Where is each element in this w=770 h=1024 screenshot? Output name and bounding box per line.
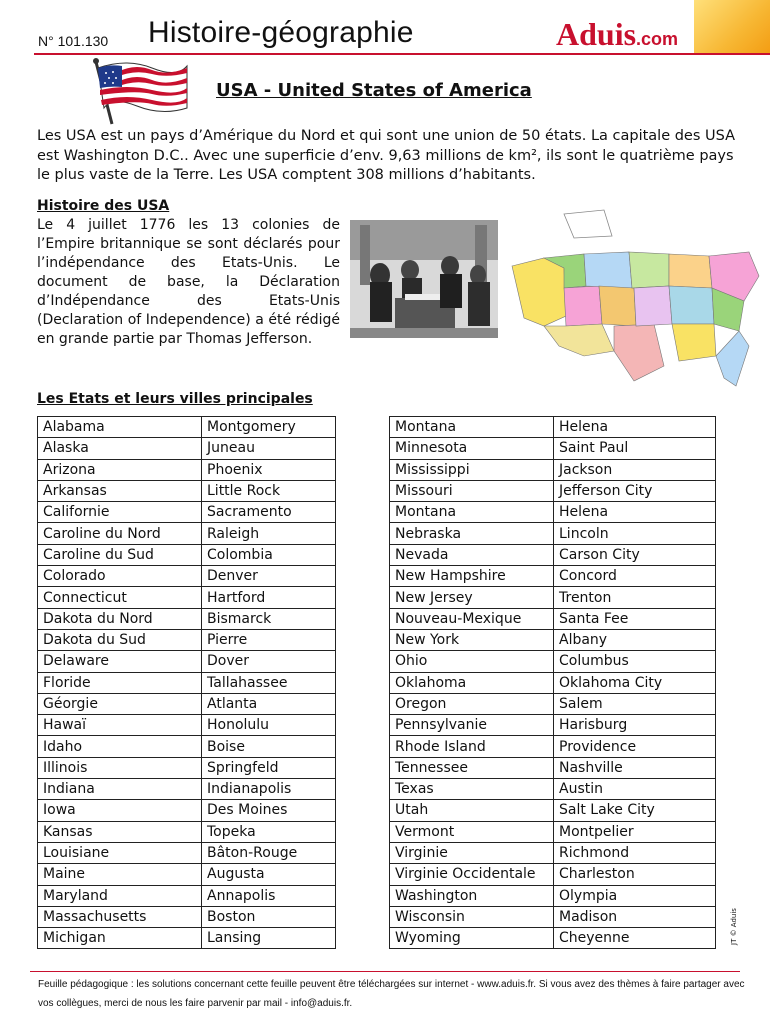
- state-name-cell: Missouri: [390, 480, 554, 501]
- capital-city-cell: Dover: [202, 651, 336, 672]
- capital-city-cell: Madison: [554, 906, 716, 927]
- capital-city-cell: Cheyenne: [554, 928, 716, 949]
- table-row: [390, 629, 716, 650]
- capital-city-cell: Jackson: [554, 459, 716, 480]
- table-row: [38, 842, 336, 863]
- capital-city-cell: Topeka: [202, 821, 336, 842]
- capital-city-cell: Harisburg: [554, 715, 716, 736]
- state-name-cell: Wyoming: [390, 928, 554, 949]
- capital-city-cell: Hartford: [202, 587, 336, 608]
- table-row: [38, 715, 336, 736]
- state-name-cell: Maine: [38, 864, 202, 885]
- capital-city-cell: Boston: [202, 906, 336, 927]
- table-row: [38, 885, 336, 906]
- table-row: [390, 587, 716, 608]
- capital-city-cell: Boise: [202, 736, 336, 757]
- table-row: [390, 480, 716, 501]
- table-row: [390, 651, 716, 672]
- state-name-cell: Montana: [390, 502, 554, 523]
- state-name-cell: Rhode Island: [390, 736, 554, 757]
- table-row: [38, 629, 336, 650]
- capital-city-cell: Charleston: [554, 864, 716, 885]
- table-row: [38, 608, 336, 629]
- table-row: [390, 715, 716, 736]
- capital-city-cell: Austin: [554, 779, 716, 800]
- capital-city-cell: Saint Paul: [554, 438, 716, 459]
- state-name-cell: Oregon: [390, 693, 554, 714]
- table-row: [390, 906, 716, 927]
- state-name-cell: Texas: [390, 779, 554, 800]
- state-name-cell: Utah: [390, 800, 554, 821]
- table-row: [390, 459, 716, 480]
- table-row: [390, 672, 716, 693]
- state-name-cell: Illinois: [38, 757, 202, 778]
- state-name-cell: Dakota du Sud: [38, 629, 202, 650]
- page-title: Histoire-géographie: [148, 16, 414, 49]
- table-row: [390, 736, 716, 757]
- state-name-cell: Géorgie: [38, 693, 202, 714]
- states-table-left: [37, 416, 336, 949]
- table-row: [390, 842, 716, 863]
- intro-paragraph: Les USA est un pays d’Amérique du Nord et qui sont une union de 50 états. La capitale des USA est Washington D.C.. Avec une superficie d’env. 9,63 millions de km², ils sont le quatrième pays le plus vaste de la Terre. Les USA comptent 308 millions d’habitants.: [37, 128, 736, 183]
- state-name-cell: Hawaï: [38, 715, 202, 736]
- table-row: [38, 587, 336, 608]
- state-name-cell: Ohio: [390, 651, 554, 672]
- table-row: [390, 417, 716, 438]
- capital-city-cell: Augusta: [202, 864, 336, 885]
- capital-city-cell: Sacramento: [202, 502, 336, 523]
- table-row: [390, 757, 716, 778]
- capital-city-cell: Phoenix: [202, 459, 336, 480]
- state-name-cell: Arizona: [38, 459, 202, 480]
- state-name-cell: Nouveau-Mexique: [390, 608, 554, 629]
- table-row: [38, 566, 336, 587]
- table-row: [390, 821, 716, 842]
- state-name-cell: Maryland: [38, 885, 202, 906]
- state-name-cell: Michigan: [38, 928, 202, 949]
- brand-suffix: .com: [636, 29, 679, 49]
- table-row: [38, 672, 336, 693]
- capital-city-cell: Santa Fee: [554, 608, 716, 629]
- table-row: [38, 906, 336, 927]
- capital-city-cell: Atlanta: [202, 693, 336, 714]
- brand-name: Aduis: [556, 16, 637, 52]
- footer-divider: [30, 971, 740, 972]
- declaration-engraving-image: [350, 220, 498, 338]
- state-name-cell: Arkansas: [38, 480, 202, 501]
- state-name-cell: Pennsylvanie: [390, 715, 554, 736]
- history-heading: Histoire des USA: [37, 198, 170, 214]
- footer-note: Feuille pédagogique : les solutions concernant cette feuille peuvent être téléchargées sur internet - www.aduis.fr. Si vous avez des thèmes à faire partager avec vos collègues, merci de nous les faire parvenir par mail - info@aduis.fr.: [38, 979, 745, 1009]
- capital-city-cell: Trenton: [554, 587, 716, 608]
- table-row: [38, 779, 336, 800]
- table-row: [38, 928, 336, 949]
- table-row: [38, 800, 336, 821]
- capital-city-cell: Little Rock: [202, 480, 336, 501]
- table-row: [390, 800, 716, 821]
- table-row: [38, 459, 336, 480]
- table-row: [38, 821, 336, 842]
- capital-city-cell: Lansing: [202, 928, 336, 949]
- state-name-cell: Colorado: [38, 566, 202, 587]
- state-name-cell: Montana: [390, 417, 554, 438]
- table-row: [390, 864, 716, 885]
- capital-city-cell: Tallahassee: [202, 672, 336, 693]
- state-name-cell: Tennessee: [390, 757, 554, 778]
- table-row: [38, 502, 336, 523]
- table-row: [390, 693, 716, 714]
- capital-city-cell: Montpelier: [554, 821, 716, 842]
- us-flag-image: [82, 56, 192, 126]
- capital-city-cell: Carson City: [554, 544, 716, 565]
- capital-city-cell: Des Moines: [202, 800, 336, 821]
- state-name-cell: Alabama: [38, 417, 202, 438]
- state-name-cell: Indiana: [38, 779, 202, 800]
- state-name-cell: New Jersey: [390, 587, 554, 608]
- table-row: [390, 608, 716, 629]
- table-row: [390, 544, 716, 565]
- table-row: [390, 502, 716, 523]
- capital-city-cell: Albany: [554, 629, 716, 650]
- table-row: [38, 736, 336, 757]
- capital-city-cell: Colombia: [202, 544, 336, 565]
- table-row: [390, 779, 716, 800]
- table-row: [38, 480, 336, 501]
- state-name-cell: Wisconsin: [390, 906, 554, 927]
- capital-city-cell: Salem: [554, 693, 716, 714]
- state-name-cell: Oklahoma: [390, 672, 554, 693]
- state-name-cell: Idaho: [38, 736, 202, 757]
- capital-city-cell: Providence: [554, 736, 716, 757]
- capital-city-cell: Nashville: [554, 757, 716, 778]
- capital-city-cell: Juneau: [202, 438, 336, 459]
- copyright-note: JT © Aduis: [730, 908, 738, 945]
- capital-city-cell: Honolulu: [202, 715, 336, 736]
- capital-city-cell: Helena: [554, 417, 716, 438]
- capital-city-cell: Annapolis: [202, 885, 336, 906]
- table-row: [390, 928, 716, 949]
- state-name-cell: Caroline du Sud: [38, 544, 202, 565]
- doc-number: N° 101.130: [38, 33, 109, 49]
- capital-city-cell: Olympia: [554, 885, 716, 906]
- capital-city-cell: Concord: [554, 566, 716, 587]
- table-row: [38, 523, 336, 544]
- table-row: [38, 693, 336, 714]
- state-name-cell: Delaware: [38, 651, 202, 672]
- state-name-cell: Virginie: [390, 842, 554, 863]
- state-name-cell: Vermont: [390, 821, 554, 842]
- state-name-cell: Nebraska: [390, 523, 554, 544]
- table-row: [38, 651, 336, 672]
- usa-map-image: [504, 206, 764, 396]
- states-table-right: [389, 416, 716, 949]
- capital-city-cell: Pierre: [202, 629, 336, 650]
- state-name-cell: Washington: [390, 885, 554, 906]
- state-name-cell: Floride: [38, 672, 202, 693]
- brand-logo[interactable]: [556, 16, 678, 53]
- capital-city-cell: Columbus: [554, 651, 716, 672]
- state-name-cell: Virginie Occidentale: [390, 864, 554, 885]
- header-divider: [34, 53, 770, 55]
- table-row: [390, 885, 716, 906]
- state-name-cell: Minnesota: [390, 438, 554, 459]
- state-name-cell: Caroline du Nord: [38, 523, 202, 544]
- capital-city-cell: Bâton-Rouge: [202, 842, 336, 863]
- capital-city-cell: Jefferson City: [554, 480, 716, 501]
- state-name-cell: Massachusetts: [38, 906, 202, 927]
- capital-city-cell: Helena: [554, 502, 716, 523]
- capital-city-cell: Lincoln: [554, 523, 716, 544]
- capital-city-cell: Oklahoma City: [554, 672, 716, 693]
- table-row: [38, 544, 336, 565]
- subject-heading: USA - United States of America: [216, 80, 532, 101]
- capital-city-cell: Salt Lake City: [554, 800, 716, 821]
- state-name-cell: New York: [390, 629, 554, 650]
- state-name-cell: Californie: [38, 502, 202, 523]
- state-name-cell: Nevada: [390, 544, 554, 565]
- state-name-cell: Iowa: [38, 800, 202, 821]
- state-name-cell: New Hampshire: [390, 566, 554, 587]
- state-name-cell: Kansas: [38, 821, 202, 842]
- state-name-cell: Mississippi: [390, 459, 554, 480]
- capital-city-cell: Montgomery: [202, 417, 336, 438]
- capital-city-cell: Raleigh: [202, 523, 336, 544]
- state-name-cell: Dakota du Nord: [38, 608, 202, 629]
- table-row: [38, 864, 336, 885]
- table-row: [390, 523, 716, 544]
- capital-city-cell: Bismarck: [202, 608, 336, 629]
- capital-city-cell: Indianapolis: [202, 779, 336, 800]
- table-row: [38, 438, 336, 459]
- state-name-cell: Louisiane: [38, 842, 202, 863]
- state-name-cell: Connecticut: [38, 587, 202, 608]
- capital-city-cell: Denver: [202, 566, 336, 587]
- states-heading: Les Etats et leurs villes principales: [37, 391, 313, 407]
- capital-city-cell: Richmond: [554, 842, 716, 863]
- table-row: [38, 757, 336, 778]
- state-name-cell: Alaska: [38, 438, 202, 459]
- history-paragraph: Le 4 juillet 1776 les 13 colonies de l’Empire britannique se sont déclarés pour l’indépendance des Etats-Unis. Le document de base, la Déclaration d’Indépendance des Etats-Unis (Declaration of Independence) a été rédigé en grande partie par Thomas Jefferson.: [37, 217, 340, 347]
- table-row: [38, 417, 336, 438]
- table-row: [390, 566, 716, 587]
- capital-city-cell: Springfeld: [202, 757, 336, 778]
- brand-corner-decoration: [694, 0, 770, 55]
- table-row: [390, 438, 716, 459]
